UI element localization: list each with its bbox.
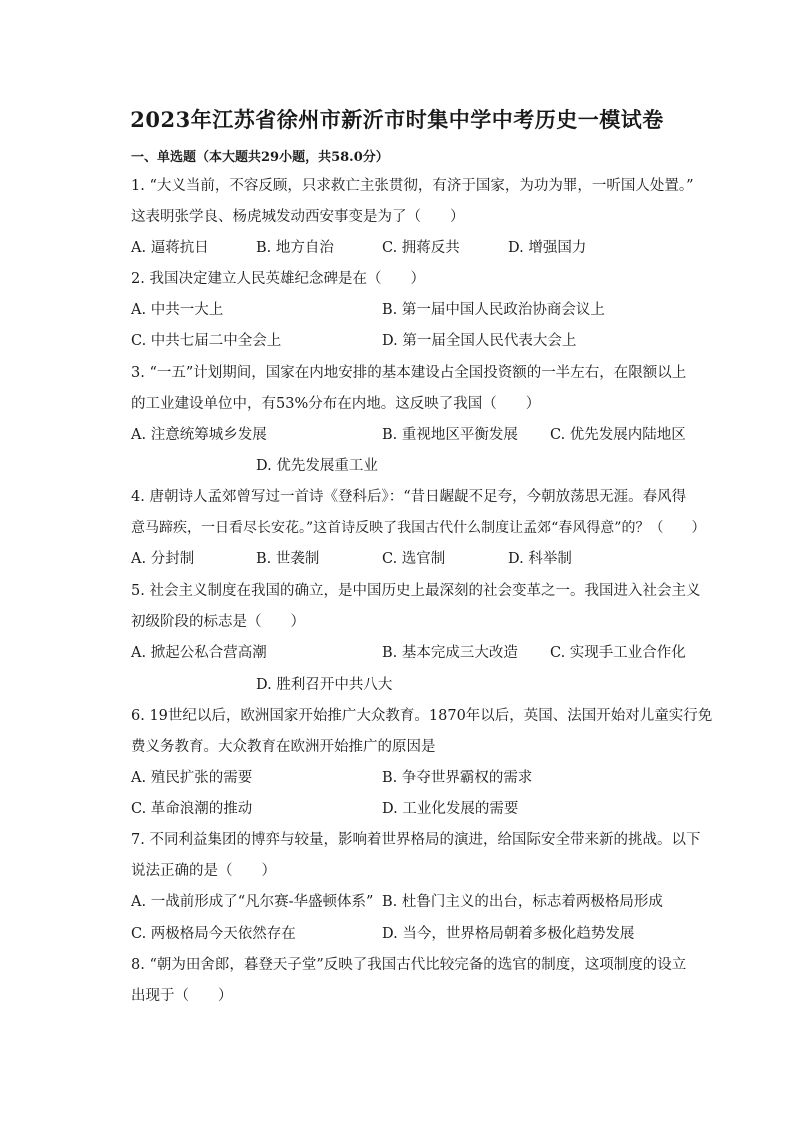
question-2-option-c: C. 中共七届二中全会上 xyxy=(131,333,282,349)
question-5-option-a: A. 掀起公私合营高潮 xyxy=(131,645,267,661)
question-6-option-c: C. 革命浪潮的推动 xyxy=(131,801,253,817)
question-7-option-b: B. 杜鲁门主义的出台，标志着两极格局形成 xyxy=(382,894,663,910)
question-6-line-1: 6. 19世纪以后，欧洲国家开始推广大众教育。1870年以后，英国、法国开始对儿童实行免 xyxy=(131,708,713,724)
question-1-line-1: 1. “大义当前，不容反顾，只求救亡主张贯彻，有济于国家，为功为罪，一听国人处置。” xyxy=(131,178,694,194)
question-3-option-a: A. 注意统筹城乡发展 xyxy=(131,427,267,443)
question-4-line-1: 4. 唐朝诗人孟郊曾写过一首诗《登科后》：“昔日龌龊不足夸，今朝放荡思无涯。春风得 xyxy=(131,489,687,505)
question-5-option-c: C. 实现手工业合作化 xyxy=(550,645,686,661)
question-1-option-d: D. 增强国力 xyxy=(508,240,587,256)
question-6-option-a: A. 殖民扩张的需要 xyxy=(131,770,253,786)
question-7-option-d: D. 当今，世界格局朝着多极化趋势发展 xyxy=(382,926,635,942)
question-7-line-1: 7. 不同利益集团的博弈与较量，影响着世界格局的演进，给国际安全带来新的挑战。以下 xyxy=(131,832,701,848)
question-6-option-d: D. 工业化发展的需要 xyxy=(382,801,519,817)
question-1-option-c: C. 拥蒋反共 xyxy=(382,240,460,256)
question-7-option-c: C. 两极格局今天依然存在 xyxy=(131,926,296,942)
question-5-line-2: 初级阶段的标志是（ ） xyxy=(131,614,305,630)
question-1-option-b: B. 地方自治 xyxy=(256,240,334,256)
question-3-line-1: 3. “一五”计划期间，国家在内地安排的基本建设占全国投资额的一半左右，在限额以上 xyxy=(131,365,687,381)
question-1-line-2: 这表明张学良、杨虎城发动西安事变是为了（ ） xyxy=(131,209,465,225)
question-5-line-1: 5. 社会主义制度在我国的确立，是中国历史上最深刻的社会变革之一。我国进入社会主义 xyxy=(131,583,701,599)
page-title: 2023年江苏省徐州市新沂市时集中学中考历史一模试卷 xyxy=(130,107,664,132)
question-3-option-c: C. 优先发展内陆地区 xyxy=(550,427,686,443)
question-4-option-c: C. 选官制 xyxy=(382,551,446,567)
question-5-option-b: B. 基本完成三大改造 xyxy=(382,645,518,661)
question-1-option-a: A. 逼蒋抗日 xyxy=(131,240,209,256)
question-4-option-d: D. 科举制 xyxy=(508,551,572,567)
section-heading: 一、单选题（本大题共29小题，共58.0分） xyxy=(131,150,389,165)
question-4-option-b: B. 世袭制 xyxy=(256,551,320,567)
question-7-line-2: 说法正确的是（ ） xyxy=(131,863,276,879)
question-4-option-a: A. 分封制 xyxy=(131,551,195,567)
question-3-line-2: 的工业建设单位中，有53%分布在内地。这反映了我国（ ） xyxy=(131,396,541,412)
question-2-line-1: 2. 我国决定建立人民英雄纪念碑是在（ ） xyxy=(131,271,425,287)
question-4-line-2: 意马蹄疾，一日看尽长安花。”这首诗反映了我国古代什么制度让孟郊“春风得意”的？（ ） xyxy=(131,520,706,536)
question-2-option-b: B. 第一届中国人民政治协商会议上 xyxy=(382,302,605,318)
question-2-option-a: A. 中共一大上 xyxy=(131,302,224,318)
question-7-option-a: A. 一战前形成了“凡尔赛-华盛顿体系” xyxy=(131,894,374,910)
question-2-option-d: D. 第一届全国人民代表大会上 xyxy=(382,333,577,349)
question-6-option-b: B. 争夺世界霸权的需求 xyxy=(382,770,533,786)
question-3-option-d: D. 优先发展重工业 xyxy=(256,458,378,474)
question-5-option-d: D. 胜利召开中共八大 xyxy=(256,677,393,693)
question-8-line-2: 出现于（ ） xyxy=(131,988,233,1004)
question-6-line-2: 费义务教育。大众教育在欧洲开始推广的原因是 xyxy=(131,739,436,755)
question-3-option-b: B. 重视地区平衡发展 xyxy=(382,427,518,443)
question-8-line-1: 8. “朝为田舍郎，暮登天子堂”反映了我国古代比较完备的选官的制度，这项制度的设立 xyxy=(131,957,687,973)
